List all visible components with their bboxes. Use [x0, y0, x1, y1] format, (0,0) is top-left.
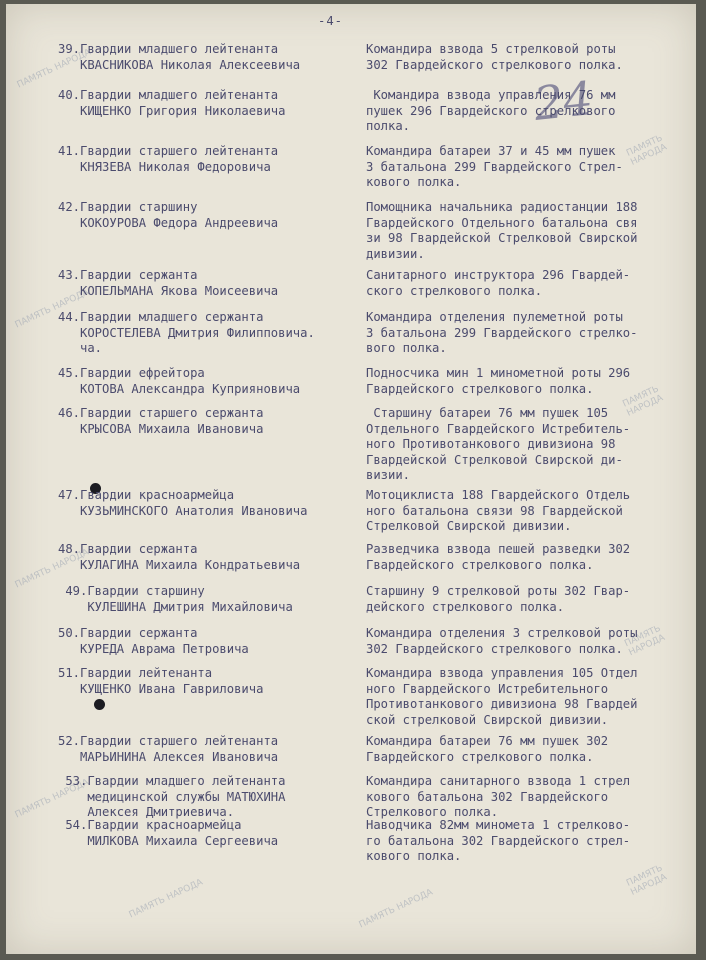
- soldier-name: 45.Гвардии ефрейтора КОТОВА Александра Куприяновича: [58, 366, 301, 396]
- position-description: Подносчика мин 1 минометной роты 296 Гвардейского стрелкового полка.: [366, 366, 631, 396]
- soldier-name: 49.Гвардии старшину КУЛЕШИНА Дмитрия Михайловича: [65, 584, 293, 614]
- position-description: Командира взвода управления 76 мм пушек 296 Гвардейского стрелкового полка.: [366, 88, 616, 134]
- position-description: Помощника начальника радиостанции 188 Гвардейского Отдельного батальона свя зи 98 Гвардейской Стрелковой Свирской дивизии.: [366, 200, 638, 261]
- watermark: ПАМЯТЬ НАРОДА: [623, 623, 667, 659]
- watermark: ПАМЯТЬ НАРОДА: [625, 133, 669, 168]
- soldier-name: 54.Гвардии красноармейца МИЛКОВА Михаила Сергеевича: [65, 818, 279, 848]
- watermark: ПАМЯТЬ НАРОДА: [127, 877, 205, 921]
- position-description: Командира отделения пулеметной роты 3 батальона 299 Гвардейского стрелко- вого полка.: [366, 310, 638, 356]
- position-description: Мотоциклиста 188 Гвардейского Отдель ного батальона связи 98 Гвардейской Стрелковой Свирской дивизии.: [366, 488, 631, 534]
- watermark: ПАМЯТЬ НАРОДА: [13, 287, 91, 331]
- soldier-name: 43.Гвардии сержанта КОПЕЛЬМАНА Якова Моисеевича: [58, 268, 279, 298]
- soldier-name: 42.Гвардии старшину КОКОУРОВА Федора Андреевича: [58, 200, 279, 230]
- watermark: ПАМЯТЬ НАРОДА: [357, 887, 435, 931]
- soldier-name: 48.Гвардии сержанта КУЛАГИНА Михаила Кондратьевича: [58, 542, 301, 572]
- soldier-name: 40.Гвардии младшего лейтенанта КИЩЕНКО Григория Николаевича: [58, 88, 286, 118]
- watermark: ПАМЯТЬ НАРОДА: [13, 777, 91, 821]
- position-description: Командира батареи 76 мм пушек 302 Гвардейского стрелкового полка.: [366, 734, 609, 764]
- soldier-name: 53.Гвардии младшего лейтенанта медицинской службы МАТЮХИНА Алексея Дмитриевича.: [65, 774, 286, 820]
- watermark: ПАМЯТЬ НАРОДА: [13, 547, 91, 591]
- document-page: [6, 4, 696, 954]
- soldier-name: 50.Гвардии сержанта КУРЕДА Аврама Петровича: [58, 626, 249, 656]
- position-description: Разведчика взвода пешей разведки 302 Гвардейского стрелкового полка.: [366, 542, 631, 572]
- position-description: Командира санитарного взвода 1 стрел кового батальона 302 Гвардейского Стрелкового полка.: [366, 774, 631, 820]
- watermark: ПАМЯТЬ НАРОДА: [621, 384, 665, 419]
- position-description: Командира отделения 3 стрелковой роты 302 Гвардейского стрелкового полка.: [366, 626, 638, 656]
- soldier-name: 52.Гвардии старшего лейтенанта МАРЬИНИНА Алексея Ивановича: [58, 734, 279, 764]
- punch-hole: [94, 699, 105, 710]
- position-description: Старшину 9 стрелковой роты 302 Гвар- дейского стрелкового полка.: [366, 584, 631, 614]
- soldier-name: 44.Гвардии младшего сержанта КОРОСТЕЛЕВА Дмитрия Филипповича. ча.: [58, 310, 315, 356]
- soldier-name: 51.Гвардии лейтенанта КУЩЕНКО Ивана Гавриловича: [58, 666, 264, 696]
- position-description: Командира взвода 5 стрелковой роты 302 Гвардейского стрелкового полка.: [366, 42, 623, 72]
- position-description: Санитарного инструктора 296 Гвардей- ского стрелкового полка.: [366, 268, 631, 298]
- soldier-name: 47.Гвардии красноармейца КУЗЬМИНСКОГО Анатолия Ивановича: [58, 488, 308, 518]
- position-description: Старшину батареи 76 мм пушек 105 Отдельного Гвардейского Истребитель- ного Противотанкового дивизиона 98 Гвардейской Стрелковой Свирской ди- визии.: [366, 406, 631, 483]
- watermark: ПАМЯТЬ НАРОДА: [15, 47, 93, 91]
- soldier-name: 41.Гвардии старшего лейтенанта КНЯЗЕВА Николая Федоровича: [58, 144, 279, 174]
- soldier-name: 46.Гвардии старшего сержанта КРЫСОВА Михаила Ивановича: [58, 406, 264, 436]
- soldier-name: 39.Гвардии младшего лейтенанта КВАСНИКОВА Николая Алексеевича: [58, 42, 301, 72]
- position-description: Командира взвода управления 105 Отдел ного Гвардейского Истребительного Противотанкового дивизиона 98 Гвардей ской стрелковой Свирской дивизии.: [366, 666, 638, 727]
- page-number: -4-: [318, 14, 344, 28]
- handwritten-page-mark: 24: [531, 71, 596, 131]
- position-description: Командира батареи 37 и 45 мм пушек 3 батальона 299 Гвардейского Стрел- кового полка.: [366, 144, 623, 190]
- watermark: ПАМЯТЬ НАРОДА: [625, 863, 669, 898]
- position-description: Наводчика 82мм миномета 1 стрелково- го батальона 302 Гвардейского стрел- кового полка.: [366, 818, 631, 864]
